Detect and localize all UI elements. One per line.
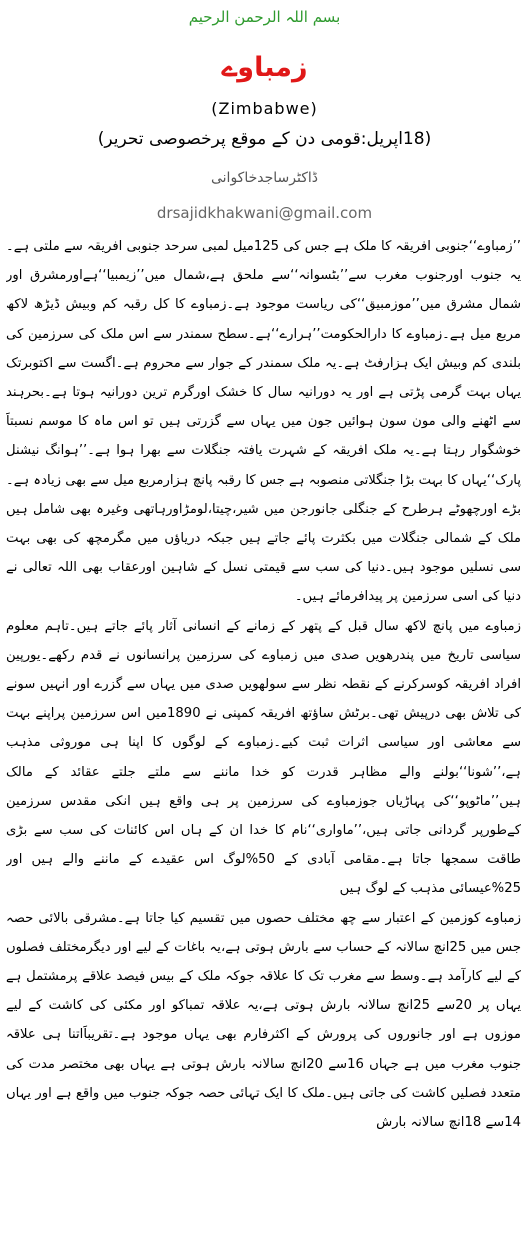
bismillah-heading: بسم اللہ الرحمن الرحیم: [188, 8, 341, 26]
paragraph-history: زمباوے میں پانچ لاکھ سال قبل کے پتھر کے زمانے کے انسانی آثار پائے جاتے ہیں۔تاہم معلوم سیاسی تاریخ میں پندرھویں صدی میں زمباوے کی سرزمین پرانسانوں نے قدم رکھے۔یورپین افراد افریقہ کوسرکرنے کے نقطہ نظر سے سولھویں صدی میں یہاں سے گزرے اور انہیں سونے کی تلاش بھی درپیش تھی۔برٹش ساؤتھ افریقہ کمپنی نے 1890میں اس سرزمین پراپنے بہت سے معاشی اور سیاسی اثرات ثبت کیے۔زمباوے کے لوگوں کا اپنا ہی موروثی مذہب ہے،’’شونا‘‘بولنے والے مظاہر قدرت کو خدا ماننے سے ملتے جلتے عقائد کے مالک ہیں’’ماٹوپو‘‘کی پہاڑیاں جوزمباوے کی سرزمین پر ہی واقع ہیں انکی مقدس سرزمین کےطورپر گردانی جاتی ہیں،’’ماواری‘‘نام کا خدا ان کے ہاں اس کائنات کی سب سے بڑی طاقت سمجھا جاتا ہے۔مقامی آبادی کے 50%لوگ اس عقیدے کے ماننے والے ہیں اور 25%عیسائی مذہب کے لوگ ہیں: [6, 618, 521, 897]
author-name: ڈاکٹرساجدخاکوانی: [210, 170, 318, 186]
paragraph-geography: ’’زمباوے‘‘جنوبی افریقہ کا ملک ہے جس کی 125میل لمبی سرحد جنوبی افریقہ سے ملتی ہے۔یہ جنوب اورجنوب مغرب سے’’بٹسوانہ‘‘سے ملحق ہے،شمال میں’’زیمبیا‘‘ہےاورمشرق اور شمال مشرق میں’’موزمبیق‘‘کی ریاست موجود ہے۔زمباوے کا کل رقبہ کم وبیش ڈیڑھ لاکھ مربع میل ہے۔زمباوے کا دارالحکومت’’ہرارے‘‘ہے۔سطح سمندر سے اس ملک کی سرزمین کی بلندی کم وبیش ایک ہزارفٹ ہے۔یہ ملک سمندر کے جوار سے محروم ہے۔اگست سے اکتوبرتک یہاں بہت گرمی پڑتی ہے اور یہ دورانیہ سال کا خشک اورگرم ترین دورانیہ ہوتا ہے۔بحرہند سے اٹھنے والی مون سون ہوائیں جون میں یہاں سے گزرتی ہیں تو اس ماہ کا موسم نسبتاََ خوشگوار رہتا ہے۔یہ ملک افریقہ کے شہرت یافتہ جنگلات سے بھرا ہوا ہے۔’’ہوانگ نیشنل پارک‘‘یہاں کا بہت بڑا جنگلاتی منصوبہ ہے جس کا رقبہ پانچ ہزارمربع میل سے بھی زیادہ ہے۔بڑے اورچھوٹے ہرطرح کے جنگلی جانورجن میں شیر،چیتا،لومڑاورہاتھی وغیرہ بھی شامل ہیں ملک کے شمالی جنگلات میں بکثرت پائے جاتے ہیں جبکہ دریاؤں میں مگرمچھ کی بھی بہت سی نسلیں موجود ہیں۔دنیا کی سب سے قیمتی نسل کے شاہین اورعقاب بھی اللہ تعالی نے دنیا کی اسی سرزمین پر پیدافرمائے ہیں۔: [6, 239, 521, 605]
paragraph-regions: زمباوے کوزمین کے اعتبار سے چھ مختلف حصوں میں تقسیم کیا جاتا ہے۔مشرقی بالائی حصہ جس میں 25انچ سالانہ کے حساب سے بارش ہوتی ہے،یہ باغات کے لیے اور دیگرمختلف فصلوں کے لیے کارآمد ہے۔وسط سے مغرب تک کا علاقہ جوکہ ملک کے بیس فیصد علاقے پرمشتمل ہے یہاں پر 20سے 25انچ سالانہ بارش ہوتی ہے،یہ علاقہ تمباکو اور مکئی کی کاشت کے لیے موزوں ہے اور جانوروں کی پرورش کے اکثرفارم بھی یہاں موجود ہے۔تقریباََاتنا ہی علاقہ جنوب مغرب میں ہے جہاں 16سے 20انچ سالانہ بارش ہوتی ہے یہاں بھی مختصر مدت کی متعدد فصلیں کاشت کی جاتی ہیں۔ملک کا ایک تہائی حصہ جوکہ جنوب میں واقع ہے اور یہاں 14سے 18انچ سالانہ بارش: [6, 910, 521, 1131]
article-title-english: (Zimbabwe): [211, 99, 318, 118]
article-body: [6, 232, 521, 1252]
article-subtitle: (18اپریل:قومی دن کے موقع پرخصوصی تحریر): [97, 129, 432, 149]
author-email[interactable]: drsajidkhakwani@gmail.com: [156, 204, 373, 222]
article-title: زمباوے: [221, 52, 308, 83]
